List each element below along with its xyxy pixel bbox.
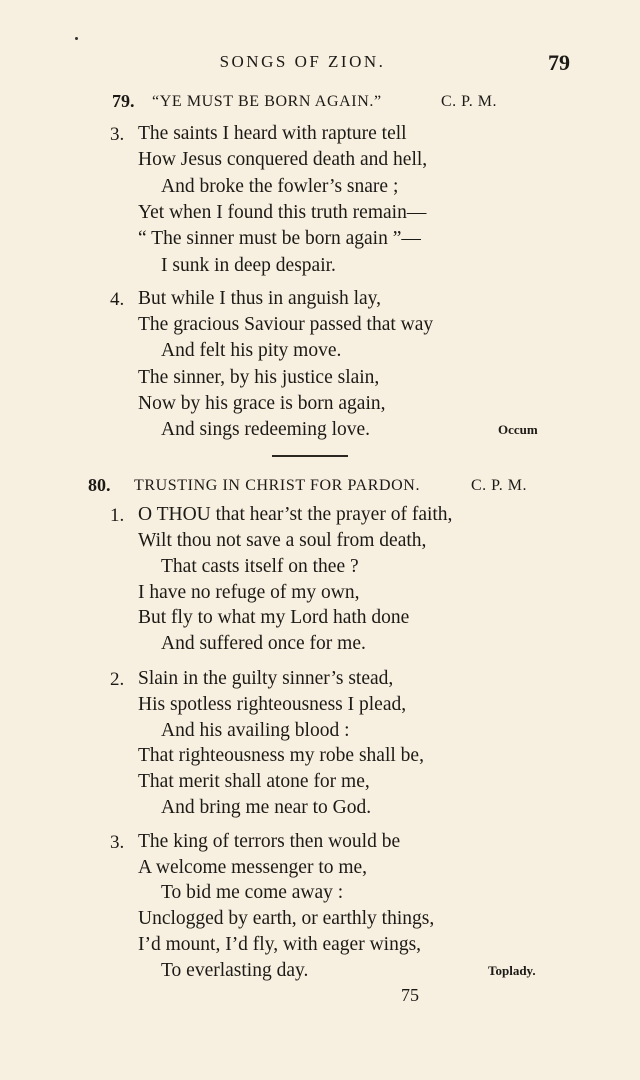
verse-line: I’d mount, I’d fly, with eager wings, xyxy=(138,934,422,955)
verse-line: O THOU that hear’st the prayer of faith, xyxy=(138,504,453,525)
verse-line: “ The sinner must be born again ”— xyxy=(138,228,421,249)
verse-line: And suffered once for me. xyxy=(161,633,366,654)
hymn-meter: C. P. M. xyxy=(441,93,498,110)
verse-line: And sings redeeming love. xyxy=(161,419,371,440)
verse-line: That righteousness my robe shall be, xyxy=(138,745,424,766)
verse-number: 3. xyxy=(110,124,125,145)
verse-line: But while I thus in anguish lay, xyxy=(138,288,382,309)
hymn-number: 80. xyxy=(88,475,111,495)
hymn-number: 79. xyxy=(112,91,135,111)
verse-line: And felt his pity move. xyxy=(161,340,342,361)
verse-line: And bring me near to God. xyxy=(161,797,372,818)
verse-number: 2. xyxy=(110,669,125,690)
hymn-heading xyxy=(0,476,640,500)
verse-line: Yet when I found this truth remain— xyxy=(138,202,427,223)
hymn-meter: C. P. M. xyxy=(471,477,528,494)
verse-number: 4. xyxy=(110,289,125,310)
verse-line: His spotless righteousness I plead, xyxy=(138,694,407,715)
running-head xyxy=(0,50,640,74)
hymn-author: Occum xyxy=(498,422,538,437)
verse-line: A welcome messenger to me, xyxy=(138,857,368,878)
verse-line: The sinner, by his justice slain, xyxy=(138,367,380,388)
verse-line: To bid me come away : xyxy=(161,882,344,903)
verse-number: 3. xyxy=(110,832,125,853)
verse-line: And his availing blood : xyxy=(161,720,350,741)
verse-line: But fly to what my Lord hath done xyxy=(138,607,410,628)
verse-line: The saints I heard with rapture tell xyxy=(138,123,407,144)
verse-line: Slain in the guilty sinner’s stead, xyxy=(138,668,394,689)
page-number-bottom: 75 xyxy=(401,985,419,1005)
hymn-author: Toplady. xyxy=(488,963,536,978)
verse-line: The gracious Saviour passed that way xyxy=(138,314,434,335)
verse-line: How Jesus conquered death and hell, xyxy=(138,149,428,170)
verse-line: I sunk in deep despair. xyxy=(161,255,336,276)
verse-line: Now by his grace is born again, xyxy=(138,393,386,414)
verse-number: 1. xyxy=(110,505,125,526)
verse-line: I have no refuge of my own, xyxy=(138,582,360,603)
verse-line: To everlasting day. xyxy=(161,960,309,981)
verse-line: And broke the fowler’s snare ; xyxy=(161,176,399,197)
verse-line: That merit shall atone for me, xyxy=(138,771,370,792)
ink-speck xyxy=(75,37,78,40)
verse-line: The king of terrors then would be xyxy=(138,831,401,852)
page-number-top: 79 xyxy=(548,50,570,75)
section-divider xyxy=(272,455,348,457)
verse-line: That casts itself on thee ? xyxy=(161,556,359,577)
hymn-heading xyxy=(0,92,640,116)
verse-line: Unclogged by earth, or earthly things, xyxy=(138,908,435,929)
running-title: SONGS OF ZION. xyxy=(219,52,386,71)
hymn-title: TRUSTING IN CHRIST FOR PARDON. xyxy=(134,477,421,494)
hymn-title: “YE MUST BE BORN AGAIN.” xyxy=(152,93,382,110)
verse-line: Wilt thou not save a soul from death, xyxy=(138,530,427,551)
